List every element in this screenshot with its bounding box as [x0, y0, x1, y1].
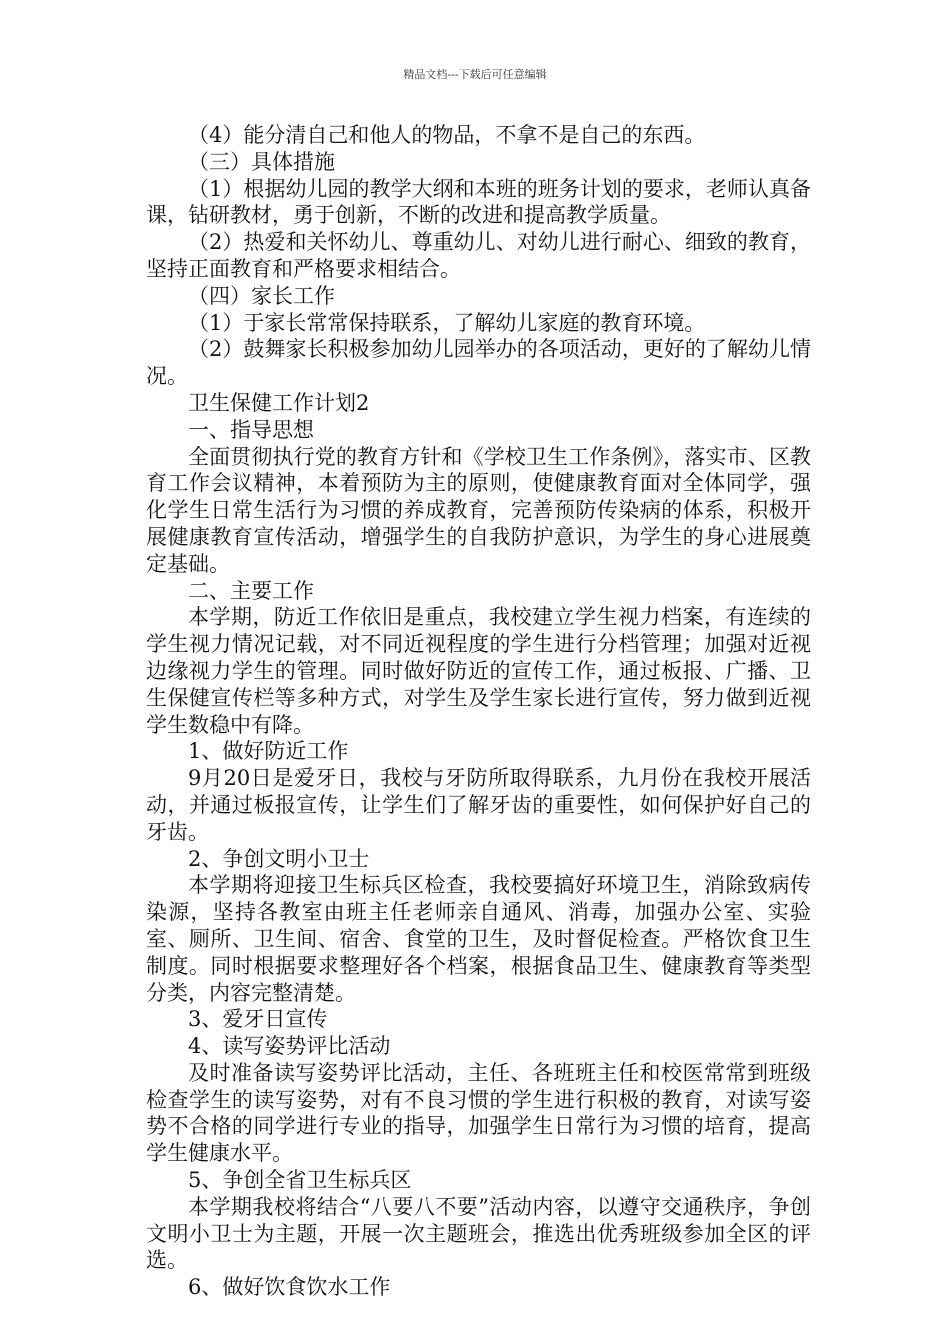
subsection-heading: 3、爱牙日宣传 — [188, 1007, 328, 1032]
paragraph: 全面贯彻执行党的教育方针和《学校卫生工作条例》，落实市、区教育工作会议精神，本着预防为主的原则，使健康教育面对全体同学，强化学生日常生活行为习惯的养成教育，完善预防传染病的体系，积极开展健康教育宣传活动，增强学生的自我防护意识，为学生的身心进展奠定基础。 — [146, 444, 811, 576]
section-heading: （三）具体措施 — [188, 149, 335, 174]
section-heading: （四）家长工作 — [188, 283, 335, 308]
subsection-heading: 4、读写姿势评比活动 — [188, 1034, 391, 1059]
paragraph: 本学期，防近工作依旧是重点，我校建立学生视力档案，有连续的学生视力情况记载，对不同近视程度的学生进行分档管理；加强对近视边缘视力学生的管理。同时做好防近的宣传工作，通过板报、广播、卫生保健宣传栏等多种方式，对学生及学生家长进行宣传，努力做到近视学生数稳中有降。 — [146, 605, 811, 737]
paragraph: （1）于家长常常保持联系，了解幼儿家庭的教育环境。 — [188, 310, 706, 335]
section-heading: 一、指导思想 — [188, 417, 314, 442]
paragraph: （2）热爱和关怀幼儿、尊重幼儿、对幼儿进行耐心、细致的教育，坚持正面教育和严格要求相结合。 — [146, 230, 811, 281]
paragraph: （2）鼓舞家长积极参加幼儿园举办的各项活动，更好的了解幼儿情况。 — [146, 337, 811, 389]
page-header: 精品文档---下载后可任意编辑 — [403, 68, 547, 81]
subsection-heading: 5、争创全省卫生标兵区 — [188, 1168, 412, 1193]
paragraph: 及时准备读写姿势评比活动，主任、各班班主任和校医常常到班级检查学生的读写姿势，对有不良习惯的学生进行积极的教育，对读写姿势不合格的同学进行专业的指导，加强学生日常行为习惯的培育，提高学生健康水平。 — [146, 1060, 811, 1166]
document-title: 卫生保健工作计划2 — [188, 390, 370, 415]
paragraph: （4）能分清自己和他人的物品，不拿不是自己的东西。 — [188, 123, 706, 147]
paragraph: 本学期我校将结合“八要八不要”活动内容，以遵守交通秩序，争创文明小卫士为主题，开展一次主题班会，推选出优秀班级参加全区的评选。 — [146, 1194, 811, 1273]
paragraph: 9月20日是爱牙日，我校与牙防所取得联系，九月份在我校开展活动，并通过板报宣传，让学生们了解牙齿的重要性，如何保护好自己的牙齿。 — [146, 766, 811, 844]
subsection-heading: 6、做好饮食饮水工作 — [188, 1275, 391, 1300]
paragraph: （1）根据幼儿园的教学大纲和本班的班务计划的要求，老师认真备课，钻研教材，勇于创新，不断的改进和提高教学质量。 — [146, 176, 811, 228]
subsection-heading: 1、做好防近工作 — [188, 739, 349, 764]
paragraph: 本学期将迎接卫生标兵区检查，我校要搞好环境卫生，消除致病传染源，坚持各教室由班主任老师亲自通风、消毒，加强办公室、实验室、厕所、卫生间、宿舍、食堂的卫生，及时督促检查。严格饮食卫生制度。同时根据要求整理好各个档案，根据食品卫生、健康教育等类型分类，内容完整清楚。 — [146, 873, 811, 1005]
document-body — [146, 122, 811, 1301]
section-heading: 二、主要工作 — [188, 578, 314, 603]
subsection-heading: 2、争创文明小卫士 — [188, 846, 370, 871]
